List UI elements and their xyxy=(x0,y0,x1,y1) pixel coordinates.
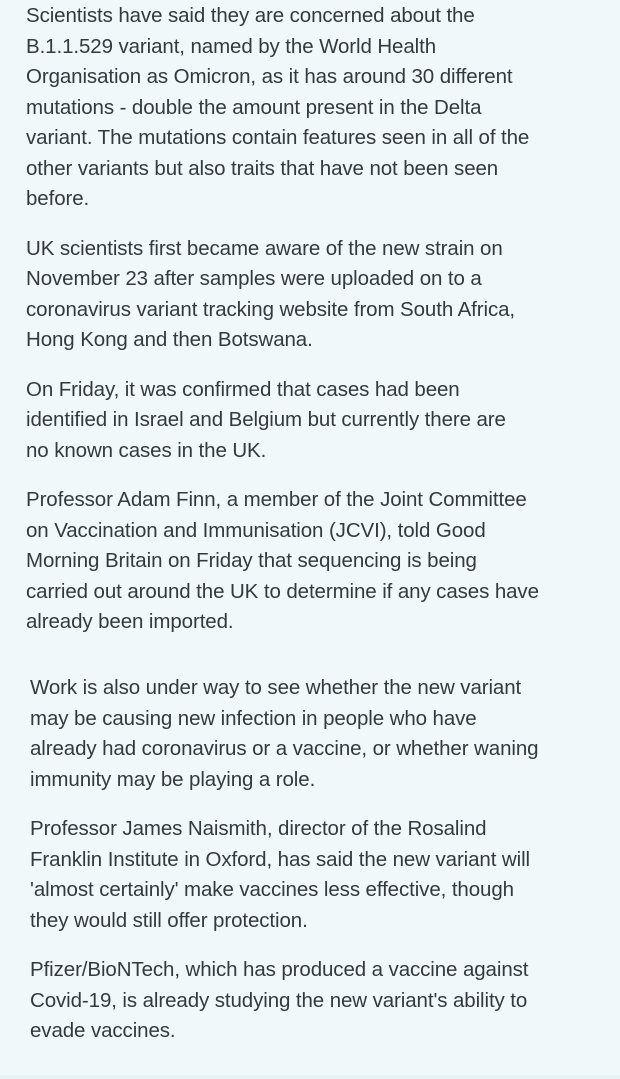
paragraph-james-naismith: Professor James Naismith, director of the Rosalind Franklin Institute in Oxford, has said the new variant will 'almost certainly' make vaccines less effective, though they would still offer protection. xyxy=(30,817,530,932)
paragraph-uk-awareness: UK scientists first became aware of the new strain on November 23 after samples were uploaded on to a coronavirus variant tracking website from South Africa, Hong Kong and then Botswana. xyxy=(26,236,515,351)
paragraph-cases-confirmed: On Friday, it was confirmed that cases had been identified in Israel and Belgium but currently there are no known cases in the UK. xyxy=(26,377,506,462)
paragraph-reinfection-work: Work is also under way to see whether the new variant may be causing new infection in people who have already had coronavirus or a vaccine, or whether waning immunity may be playing a role. xyxy=(30,676,539,791)
paragraph-omicron-intro: Scientists have said they are concerned about the B.1.1.529 variant, named by the World Health Organisation as Omicron, as it has around 30 different mutations - double the amount present in the Delta variant. The mutations contain features seen in all of the other variants but also traits that have not been seen before. xyxy=(26,4,530,210)
paragraph-adam-finn: Professor Adam Finn, a member of the Joint Committee on Vaccination and Immunisation (JCVI), told Good Morning Britain on Friday that sequencing is being carried out around the UK to determine if any cases have already been imported. xyxy=(26,488,539,633)
bottom-divider xyxy=(0,1075,620,1079)
paragraph-pfizer-biontech: Pfizer/BioNTech, which has produced a vaccine against Covid-19, is already studying the new variant's ability to evade vaccines. xyxy=(30,958,529,1042)
article-section-bottom xyxy=(0,670,620,1066)
